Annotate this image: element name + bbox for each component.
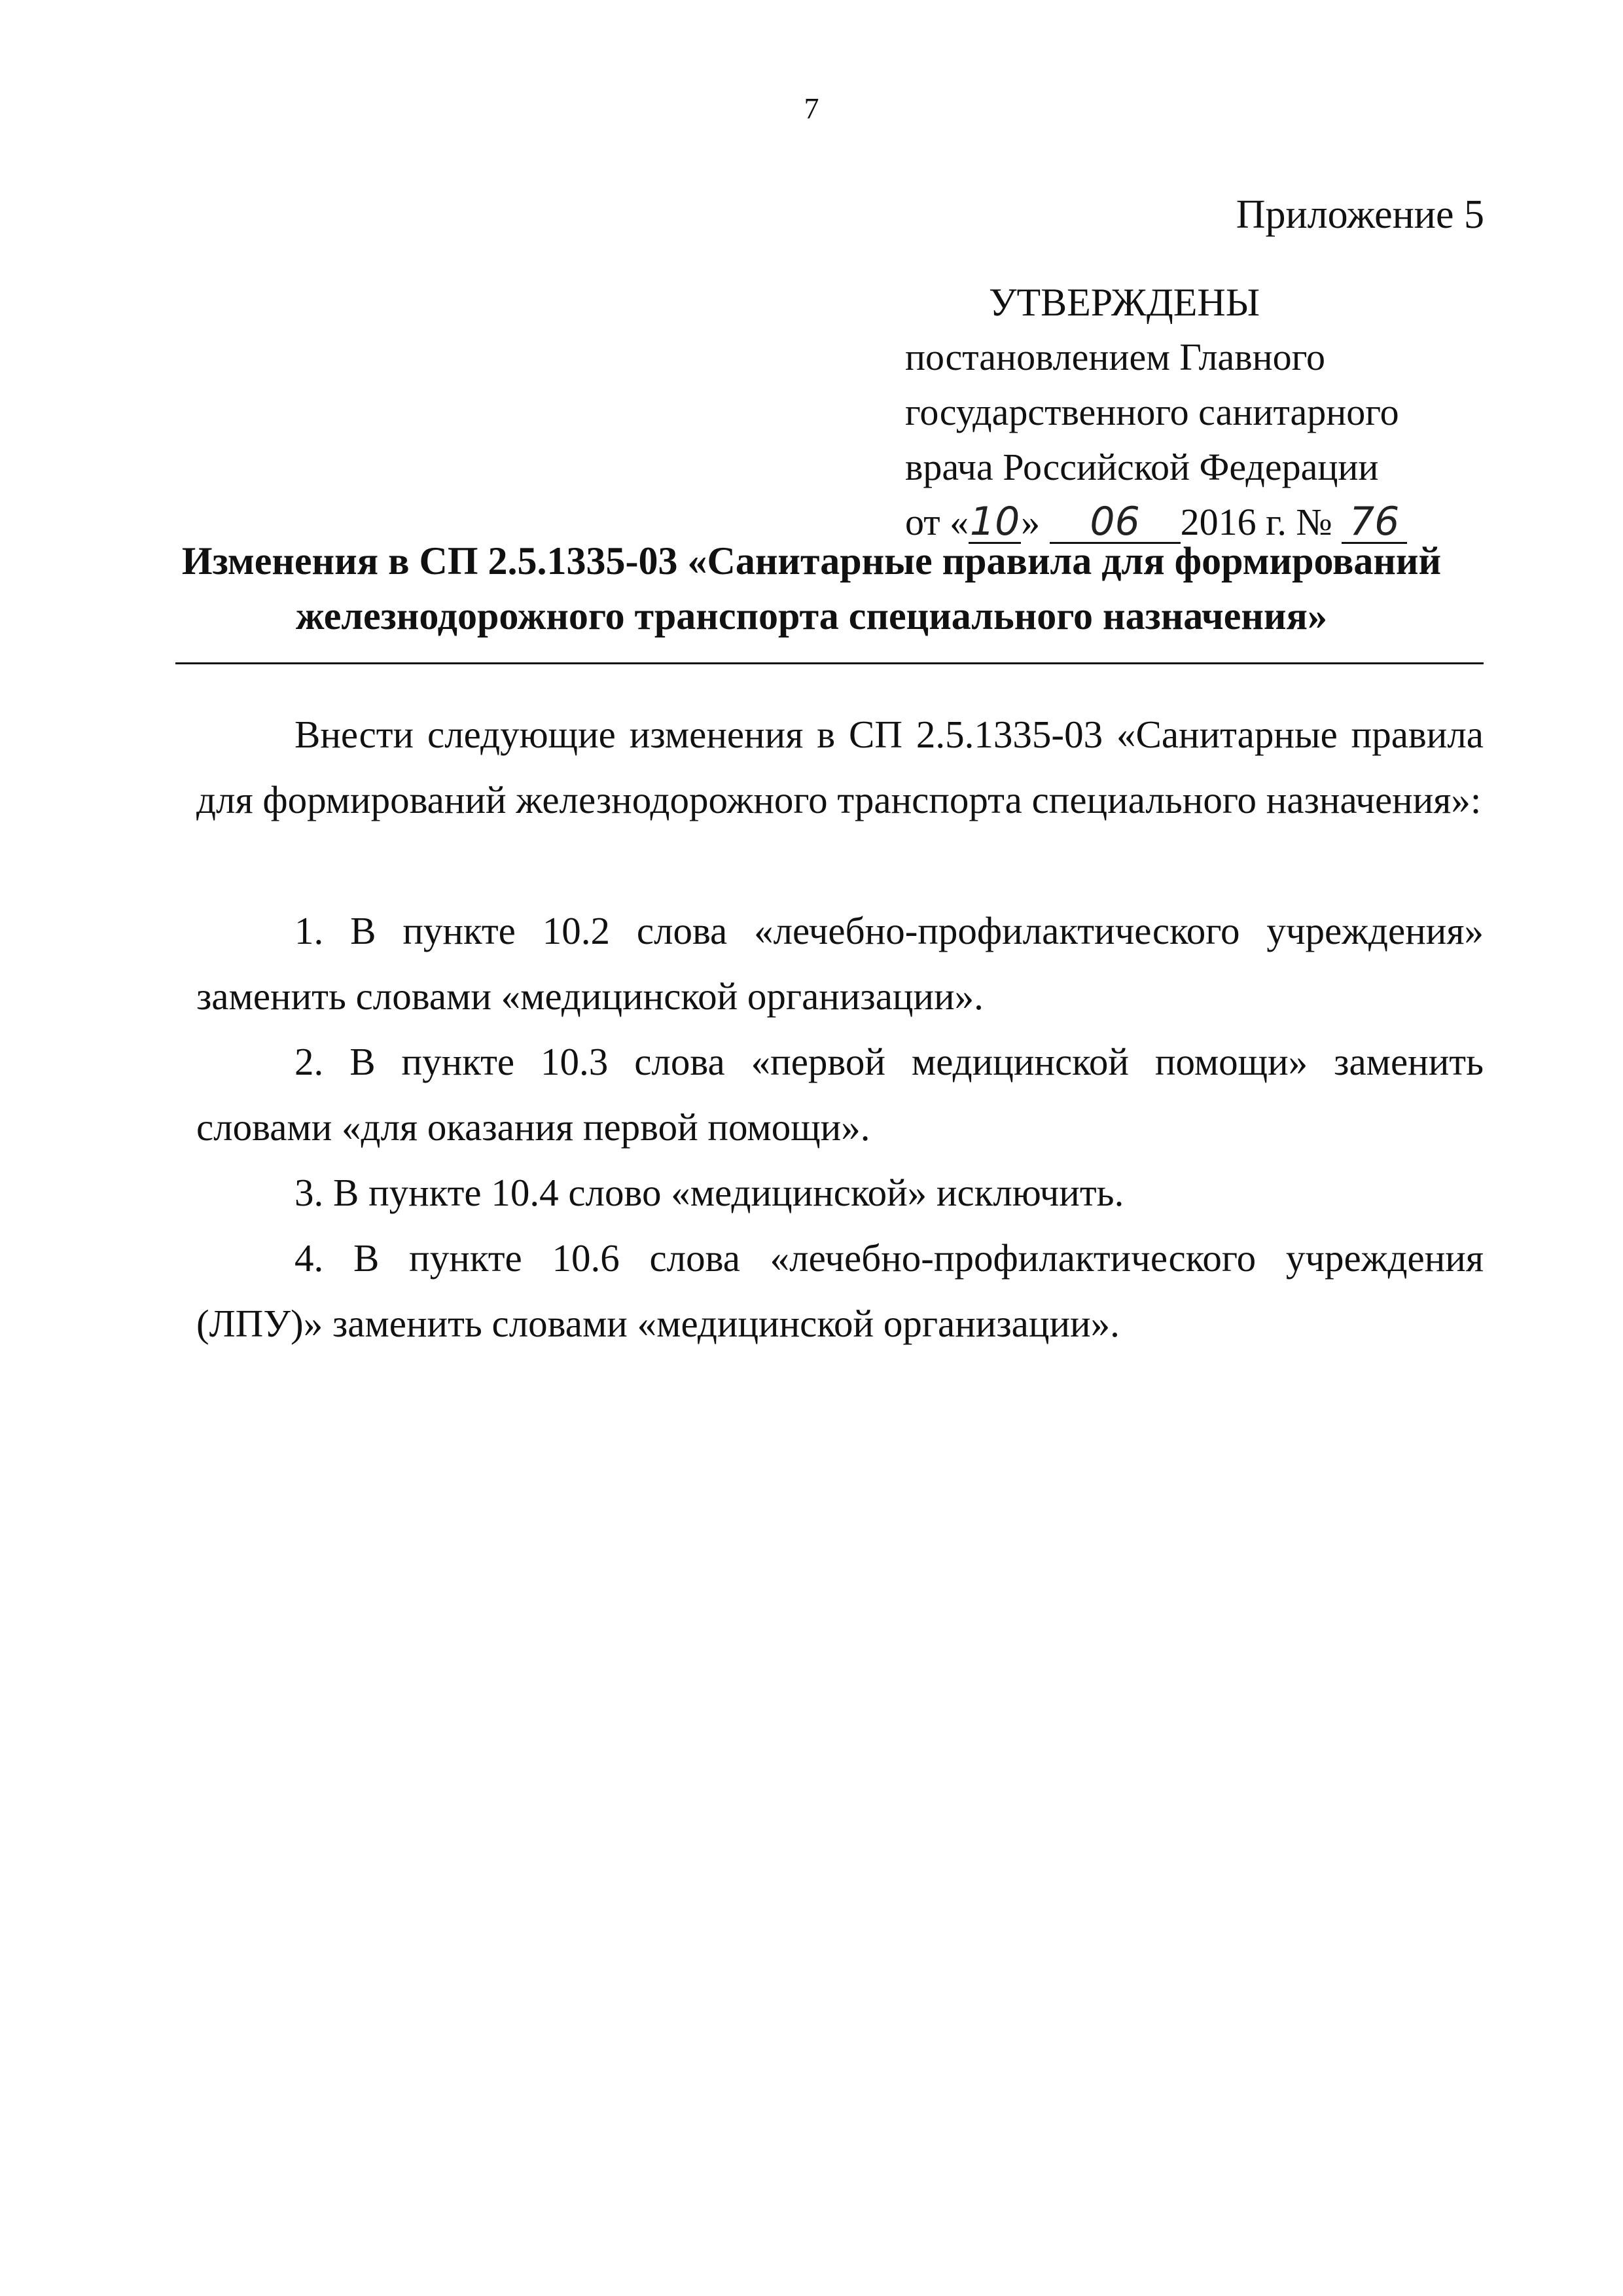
page-number: 7 (804, 92, 819, 125)
handwritten-number: 76 (1342, 502, 1407, 541)
approval-line-2: государственного санитарного (905, 391, 1399, 433)
intro-text: Внести следующие изменения в СП 2.5.1335-03 «Санитарные правила для формирований железнодорожного транспорта специального назначения»: (196, 713, 1484, 821)
appendix-label: Приложение 5 (1236, 192, 1484, 237)
handwritten-day: 10 (969, 499, 1020, 545)
intro-paragraph (196, 702, 1484, 833)
approval-line-1: постановлением Главного (905, 336, 1326, 378)
approval-heading: УТВЕРЖДЕНЫ (989, 281, 1260, 324)
amendment-list (196, 898, 1484, 1356)
handwritten-month: 06 (1050, 502, 1181, 541)
approval-line-3: врача Российской Федерации (905, 446, 1379, 488)
list-item: 3. В пункте 10.4 слово «медицинской» исключить. (294, 1171, 1124, 1214)
date-prefix: от « (905, 501, 969, 543)
list-item: 4. В пункте 10.6 слова «лечебно-профилактического учреждения (ЛПУ)» заменить словами «медицинской организации». (196, 1236, 1484, 1345)
list-item: 2. В пункте 10.3 слова «первой медицинской помощи» заменить словами «для оказания первой помощи». (196, 1040, 1484, 1149)
date-mid: » (1021, 501, 1041, 543)
approval-block (905, 275, 1407, 550)
date-year: 2016 г. № (1180, 501, 1332, 543)
document-title: Изменения в СП 2.5.1335-03 «Санитарные правила для формирований железнодорожного транспорта специального назначения» (181, 539, 1442, 637)
title-divider (175, 662, 1484, 664)
list-item: 1. В пункте 10.2 слова «лечебно-профилактического учреждения» заменить словами «медицинской организации». (196, 909, 1484, 1018)
